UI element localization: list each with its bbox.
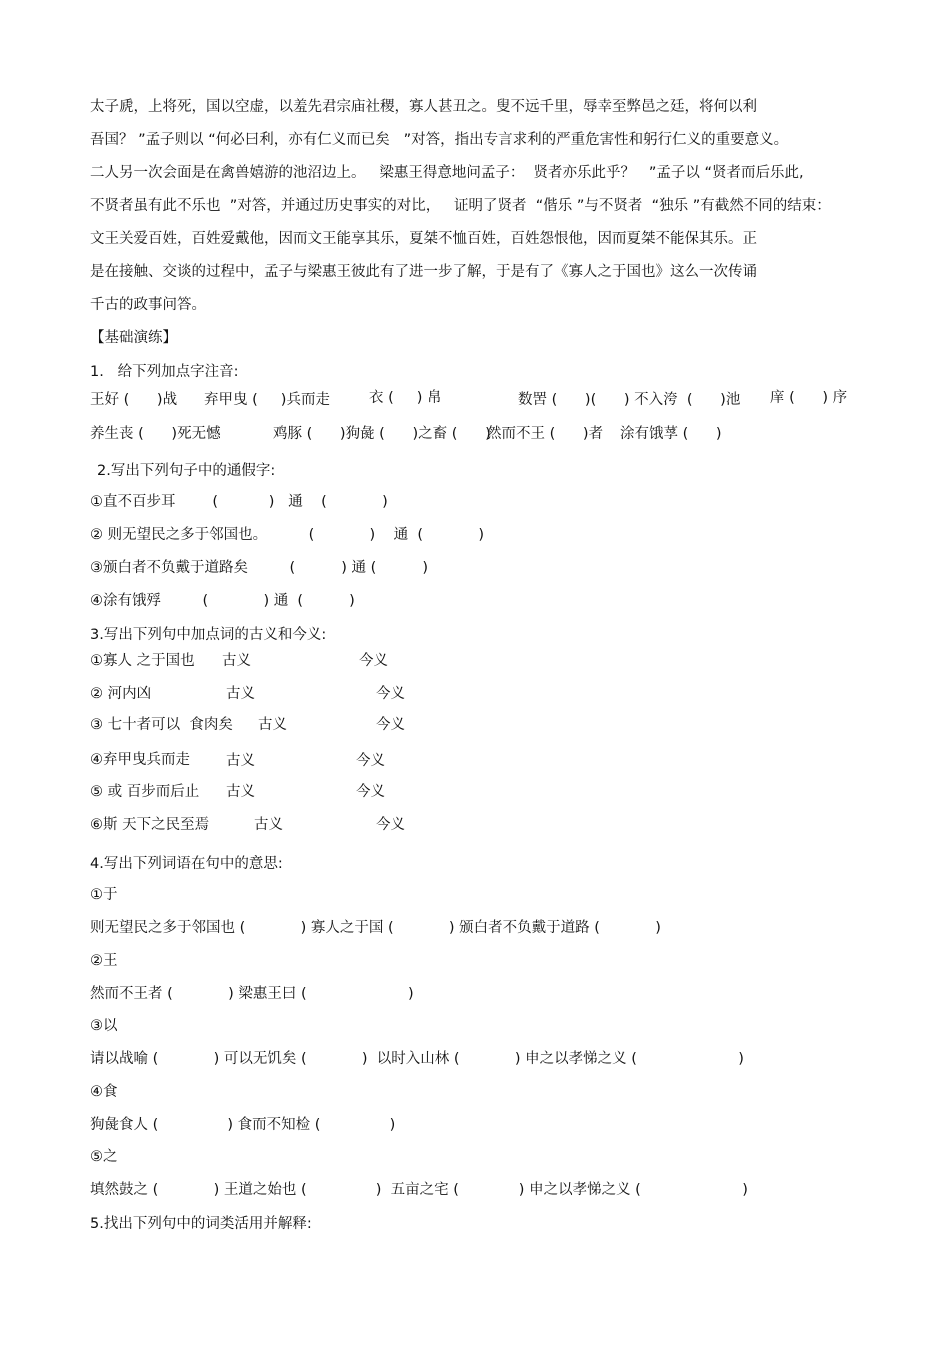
intro-paragraph-line: 文王关爱百姓，百姓爱戴他，因而文王能享其乐，夏桀不恤百姓，百姓怨恨他，因而夏桀不能保其乐。正	[90, 231, 757, 247]
intro-paragraph-line: 不贤者虽有此不乐也 ”对答，并通过历史事实的对比， 证明了贤者 “偕乐 ”与不贤者 “独乐 ”有截然不同的结束：	[90, 198, 831, 214]
ancient-meaning-label: 古义	[226, 753, 255, 769]
question-4-line: 则无望民之多于邻国也 ( ) 寡人之于国 ( ) 颁白者不负戴于道路 ( )	[90, 920, 661, 936]
question-3-item: ①寡人 之于国也	[90, 653, 195, 669]
question-4-title: 4.写出下列词语在句中的意思:	[90, 856, 283, 872]
question-2-item: ④涂有饿殍 ( ) 通 ( )	[90, 593, 355, 609]
pinyin-item: 衣 ( ) 帛	[369, 390, 442, 406]
ancient-meaning-label: 古义	[258, 717, 287, 733]
question-1-title: 1. 给下列加点字注音:	[90, 364, 239, 380]
section-title: 【基础演练】	[90, 330, 177, 346]
question-4-word: ③以	[90, 1018, 118, 1034]
question-4-line: 请以战喻 ( ) 可以无饥矣 ( ) 以时入山林 ( ) 申之以孝悌之义 ( )	[90, 1051, 744, 1067]
question-4-line: 然而不王者 ( ) 梁惠王曰 ( )	[90, 986, 414, 1002]
question-3-item: ④弃甲曳兵而走	[90, 752, 190, 768]
intro-paragraph-line: 是在接触、交谈的过程中，孟子与梁惠王彼此有了进一步了解，于是有了《寡人之于国也》这么一次传诵	[90, 264, 757, 280]
question-4-word: ②王	[90, 953, 118, 969]
intro-paragraph-line: 二人另一次会面是在禽兽嬉游的池沼边上。 梁惠王得意地问孟子： 贤者亦乐此乎？ ”孟子以 “贤者而后乐此,	[90, 165, 804, 181]
modern-meaning-label: 今义	[356, 753, 385, 769]
pinyin-item: 养生丧 ( )死无憾	[90, 426, 221, 442]
ancient-meaning-label: 古义	[226, 784, 255, 800]
question-2-item: ② 则无望民之多于邻国也。 ( ) 通 ( )	[90, 527, 484, 543]
ancient-meaning-label: 古义	[254, 817, 283, 833]
question-4-word: ①于	[90, 887, 118, 903]
question-4-word: ⑤之	[90, 1149, 118, 1165]
pinyin-item: 弃甲曳 ( )兵而走	[204, 392, 330, 408]
modern-meaning-label: 今义	[376, 717, 405, 733]
pinyin-item: 庠 ( ) 序	[770, 390, 848, 406]
modern-meaning-label: 今义	[356, 784, 385, 800]
modern-meaning-label: 今义	[376, 817, 405, 833]
pinyin-item: 鸡豚 ( )狗彘 ( )之畜 ( )	[273, 426, 491, 442]
question-3-item: ⑤ 或 百步而后止	[90, 784, 200, 800]
pinyin-item: 数罟 ( )( ) 不入洿 ( )池	[518, 392, 741, 408]
modern-meaning-label: 今义	[376, 686, 405, 702]
intro-paragraph-line: 吾国？ ”孟子则以 “何必曰利，亦有仁义而已矣 ”对答，指出专言求利的严重危害性和躬行仁义的重要意义。	[90, 132, 789, 148]
question-4-word: ④食	[90, 1084, 118, 1100]
intro-paragraph-line: 太子虒，上将死，国以空虚，以羞先君宗庙社稷，寡人甚丑之。叟不远千里，辱幸至弊邑之廷，将何以利	[90, 99, 757, 115]
ancient-meaning-label: 古义	[226, 686, 255, 702]
pinyin-item: 然而不王 ( )者	[487, 426, 604, 442]
modern-meaning-label: 今义	[359, 653, 388, 669]
question-2-title: 2.写出下列句子中的通假字:	[97, 463, 276, 479]
question-4-line: 填然鼓之 ( ) 王道之始也 ( ) 五亩之宅 ( ) 申之以孝悌之义 ( )	[90, 1182, 748, 1198]
question-4-line: 狗彘食人 ( ) 食而不知检 ( )	[90, 1117, 396, 1133]
question-3-item: ⑥斯 天下之民至焉	[90, 817, 210, 833]
ancient-meaning-label: 古义	[222, 653, 251, 669]
question-5-title: 5.找出下列句中的词类活用并解释:	[90, 1216, 312, 1232]
question-3-item: ③ 七十者可以 食肉矣	[90, 717, 233, 733]
intro-paragraph-line: 千古的政事问答。	[90, 297, 206, 313]
pinyin-item: 王好 ( )战	[90, 392, 178, 408]
question-3-title: 3.写出下列句中加点词的古义和今义:	[90, 627, 327, 643]
pinyin-item: 涂有饿莩 ( )	[620, 426, 722, 442]
question-2-item: ③颁白者不负戴于道路矣 ( ) 通 ( )	[90, 560, 429, 576]
question-3-item: ② 河内凶	[90, 686, 152, 702]
question-2-item: ①直不百步耳 ( ) 通 ( )	[90, 494, 388, 510]
